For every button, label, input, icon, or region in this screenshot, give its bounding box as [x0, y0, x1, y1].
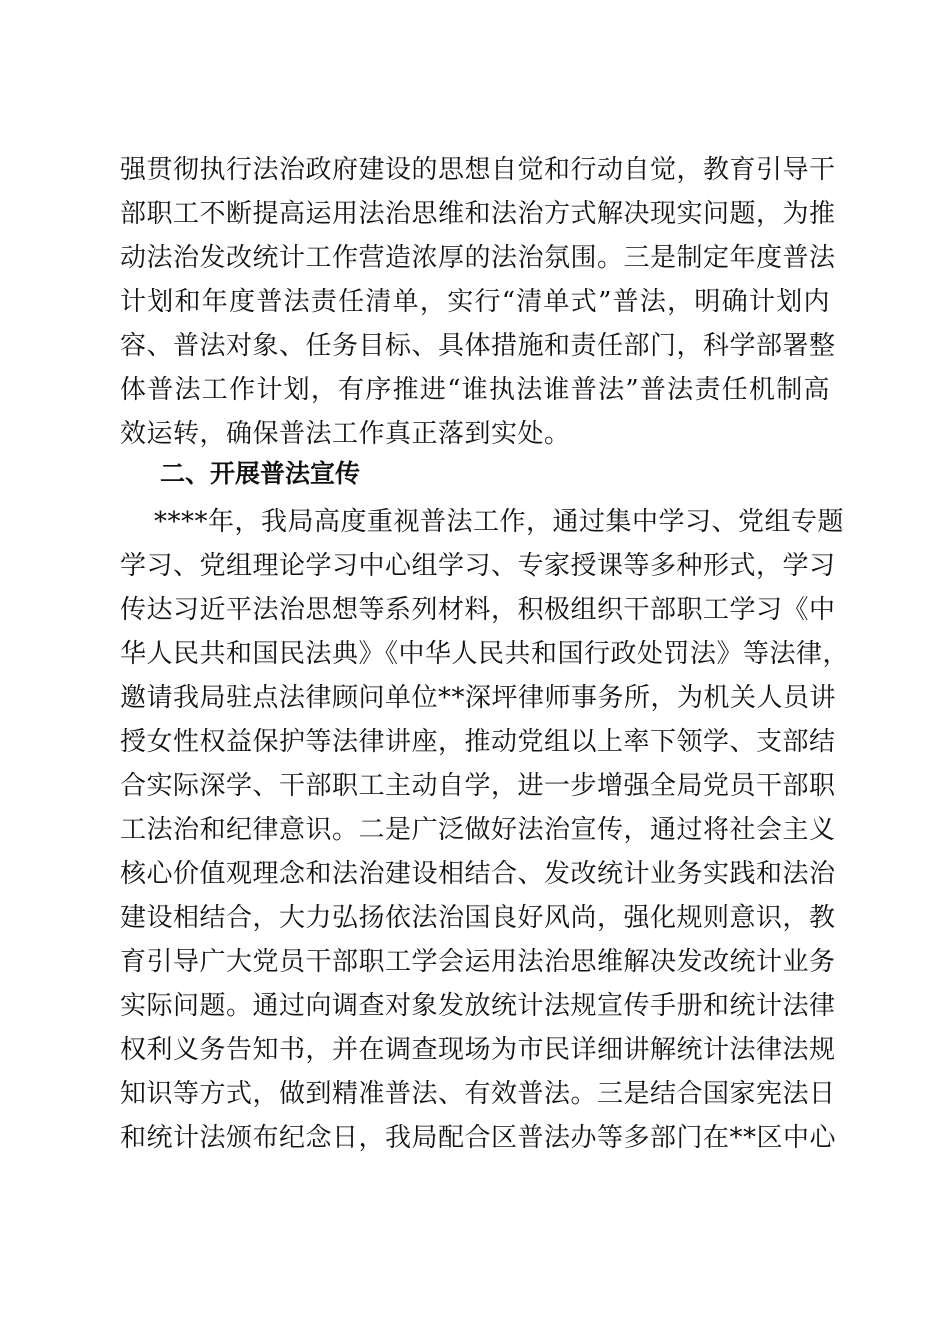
- paragraph-line: 育引导广大党员干部职工学会运用法治思维解决发改统计业务: [120, 947, 836, 977]
- paragraph-line: 实际问题。通过向调查对象发放统计法规宣传手册和统计法律: [120, 991, 836, 1021]
- paragraph-line: 动法治发改统计工作营造浓厚的法治氛围。三是制定年度普法: [120, 243, 836, 273]
- paragraph-line: 体普法工作计划，有序推进“谁执法谁普法”普法责任机制高: [120, 375, 830, 405]
- section-heading: [120, 452, 830, 496]
- paragraph-line: 合实际深学、干部职工主动自学，进一步增强全局党员干部职: [120, 771, 836, 801]
- paragraph-line: 授女性权益保护等法律讲座，推动党组以上率下领学、支部结: [120, 727, 836, 757]
- body-paragraph-1: [120, 148, 836, 456]
- paragraph-line: 计划和年度普法责任清单，实行“清单式”普法，明确计划内: [120, 287, 830, 317]
- paragraph-line: 权利义务告知书，并在调查现场为市民详细讲解统计法律法规: [120, 1035, 836, 1065]
- paragraph-line: 学习、党组理论学习中心组学习、专家授课等多种形式，学习: [120, 551, 836, 581]
- paragraph-line: 部职工不断提高运用法治思维和法治方式解决现实问题，为推: [120, 199, 836, 229]
- paragraph-line: ****年，我局高度重视普法工作，通过集中学习、党组专题: [154, 507, 845, 537]
- paragraph-line: 容、普法对象、任务目标、具体措施和责任部门，科学部署整: [120, 331, 836, 361]
- paragraph-line: 核心价值观理念和法治建设相结合、发改统计业务实践和法治: [120, 859, 836, 889]
- paragraph-line: 工法治和纪律意识。二是广泛做好法治宣传，通过将社会主义: [120, 815, 836, 845]
- paragraph-line: 效运转，确保普法工作真正落到实处。: [120, 419, 571, 449]
- section-heading-text: 二、开展普法宣传: [160, 459, 361, 488]
- paragraph-line: 强贯彻执行法治政府建设的思想自觉和行动自觉，教育引导干: [120, 155, 836, 185]
- paragraph-line: 建设相结合，大力弘扬依法治国良好风尚，强化规则意识，教: [120, 903, 836, 933]
- paragraph-line: 传达习近平法治思想等系列材料，积极组织干部职工学习《中: [120, 595, 836, 625]
- body-paragraph-2: [120, 500, 850, 1160]
- paragraph-line: 和统计法颁布纪念日，我局配合区普法办等多部门在**区中心: [120, 1123, 837, 1153]
- paragraph-line: 华人民共和国民法典》《中华人民共和国行政处罚法》等法律，: [120, 639, 850, 669]
- paragraph-line: 知识等方式，做到精准普法、有效普法。三是结合国家宪法日: [120, 1079, 836, 1109]
- paragraph-line: 邀请我局驻点法律顾问单位**深坪律师事务所，为机关人员讲: [120, 683, 837, 713]
